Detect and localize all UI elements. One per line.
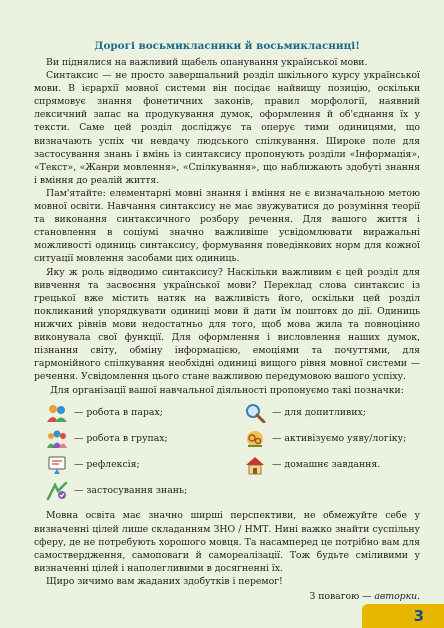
icon-legend (46, 403, 420, 501)
signature-prefix: З повагою — (309, 591, 375, 602)
house-icon (244, 455, 266, 475)
page-title: Дорогі восьмикласники й восьмикласниці! (94, 40, 360, 52)
signature-authors: авторки. (374, 591, 420, 602)
page-number-tab (362, 604, 444, 628)
legend-label: — домашнє завдання. (272, 459, 381, 471)
group-work-icon (46, 429, 68, 449)
intro-paragraph-2: Синтаксис — не просто завершальний розділ шкільного курсу української мови. В ієрархії мовної системи він посідає найвищу позицію, оскільки спрямовує знання фонетичних законів, правил морфології, наявний лексичний запас на продукування думок, оформлення й об'єднання їх у тексти. Саме цей розділ досліджує та оперує тими одиницями, що визначають успіх чи невдачу людського спілкування. Широке поле для застосування знань і вмінь із синтаксису пропонують розділи «Інформація», «Текст», «Жанри мовлення», «Спілкування», що наближають здобуті знання і вміння до реалій життя. (34, 70, 420, 186)
signature (34, 590, 420, 603)
legend-item-imagination-logic (244, 429, 424, 449)
brain-gears-icon (244, 429, 266, 449)
legend-item-knowledge-application (46, 481, 244, 501)
legend-label: — робота в групах; (74, 433, 168, 445)
legend-item-homework (244, 455, 424, 475)
knowledge-application-icon (46, 481, 68, 501)
legend-item-group-work (46, 429, 244, 449)
legend-label: — рефлексія; (74, 459, 140, 471)
legend-label: — активізуємо уяву/логіку; (272, 433, 407, 445)
intro-paragraph-1: Ви піднялися на важливий щабель опанування української мови. (46, 57, 368, 68)
legend-item-curious (244, 403, 424, 423)
legend-label: — для допитливих; (272, 407, 366, 419)
magnifier-icon (244, 403, 266, 423)
outro-paragraph-2: Щиро зичимо вам жаданих здобутків і перемог! (46, 575, 283, 587)
reflection-icon (46, 455, 68, 475)
legend-label: — застосування знань; (74, 485, 188, 497)
intro-paragraph-3: Пам'ятайте: елементарні мовні знання і вміння не є визначальною метою мовної освіти. Навчання синтаксису не має звужуватися до розуміння теорії та виконання синтаксичного розбору речення. Для вашого життя і становлення в соціумі значно важливіше усвідомлювати виражальні можливості одиниць синтаксису, формування поведінкових норм для кожної ситуації мовлення засобами цих одиниць. (34, 187, 420, 265)
legend-item-pair-work (46, 403, 244, 423)
intro-paragraph-4: Яку ж роль відводимо синтаксису? Наскільки важливим є цей розділ для вивчення та засвоєння української мови? Переклад слова синтаксис із грецької вже містить натяк на важливість його, оскільки цей розділ покликаний упорядкувати одиниці мови й дати їм поштовх до дії. Одиниць нижчих рівнів мови недостатньо для того, щоб мова жила та повноцінно виконувала свої функції. Для оформлення і висловлення наших думок, пізнання світу, обміну інформацією, емоціями та почуттями, для гармонійного спілкування необхідні одиниці вищого рівня мовної системи — речення. Усвідомлення цього стане важливою передумовою вашого успіху. (34, 266, 420, 383)
outro-paragraph-1: Мовна освіта має значно ширші перспективи, не обмежуйте себе у визначенні цілей лише складанням ЗНО / НМТ. Нині важко знайти суспільну сферу, де не потребують хорошого мовця. Та насамперед це потрібно вам для самоствердження, самоповаги й самореалізації. Тож будьте сміливими у визначенні цілей і наполегливими в досягненні їх. (34, 510, 420, 574)
legend-item-reflection (46, 455, 244, 475)
pair-work-icon (46, 403, 68, 423)
page-number: 3 (413, 607, 424, 625)
legend-label: — робота в парах; (74, 407, 163, 419)
legend-intro: Для організації вашої навчальної діяльності пропонуємо такі позначки: (50, 385, 404, 397)
